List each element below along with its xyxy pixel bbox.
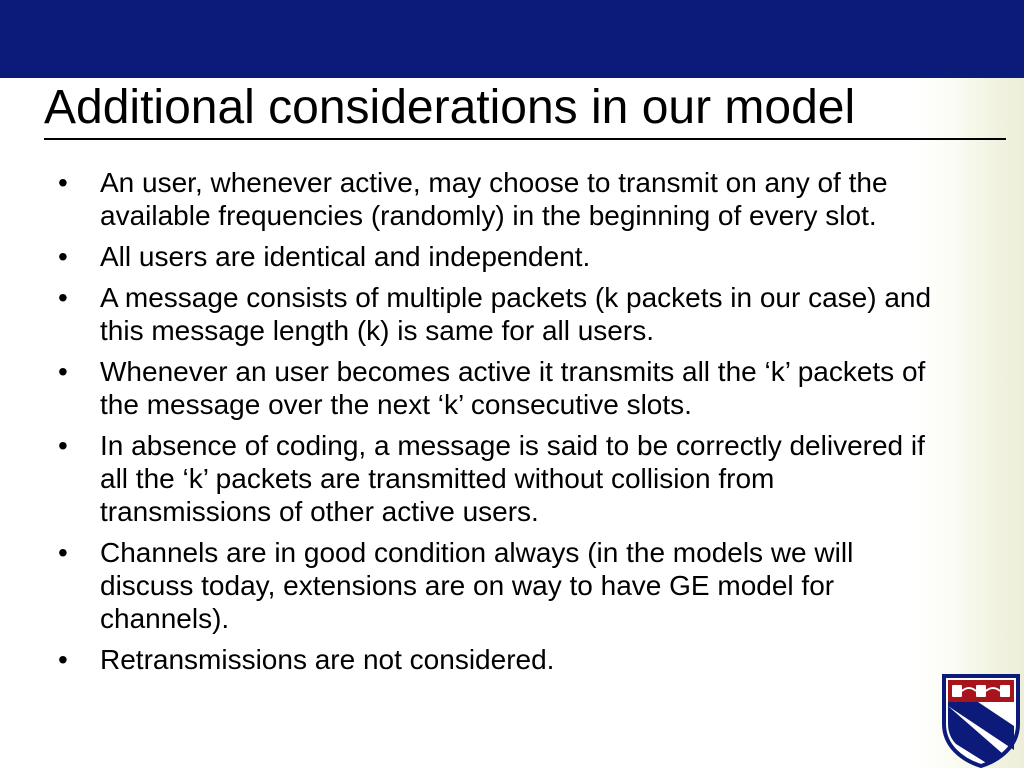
bullet-mark: • [58,430,68,461]
bullet-text: Channels are in good condition always (in the models we will discuss today, extensions are on way to have GE model for channels). [100,537,854,634]
list-item [58,429,938,528]
bullet-list [58,166,938,684]
bullet-mark: • [58,644,68,675]
bullet-mark: • [58,282,68,313]
bullet-mark: • [58,356,68,387]
bullet-mark: • [58,167,68,198]
list-item [58,643,938,676]
bullet-text: Whenever an user becomes active it transmits all the ‘k’ packets of the message over the next ‘k’ consecutive slots. [100,356,926,420]
list-item [58,166,938,232]
bullet-mark: • [58,241,68,272]
list-item [58,536,938,635]
title-underline [44,138,1006,140]
bullet-text: In absence of coding, a message is said to be correctly delivered if all the ‘k’ packets are transmitted without collision from transmissions of other active users. [100,430,925,527]
bullet-text: Retransmissions are not considered. [100,644,555,675]
header-bar [0,0,1024,78]
bullet-text: All users are identical and independent. [100,241,591,272]
university-shield-logo-icon [938,672,1024,768]
bullet-text: A message consists of multiple packets (k packets in our case) and this message length (k) is same for all users. [100,282,932,346]
bullet-mark: • [58,537,68,568]
list-item [58,281,938,347]
list-item [58,355,938,421]
bullet-text: An user, whenever active, may choose to transmit on any of the available frequencies (randomly) in the beginning of every slot. [100,167,888,231]
list-item [58,240,938,273]
slide-title: Additional considerations in our model [44,81,856,134]
